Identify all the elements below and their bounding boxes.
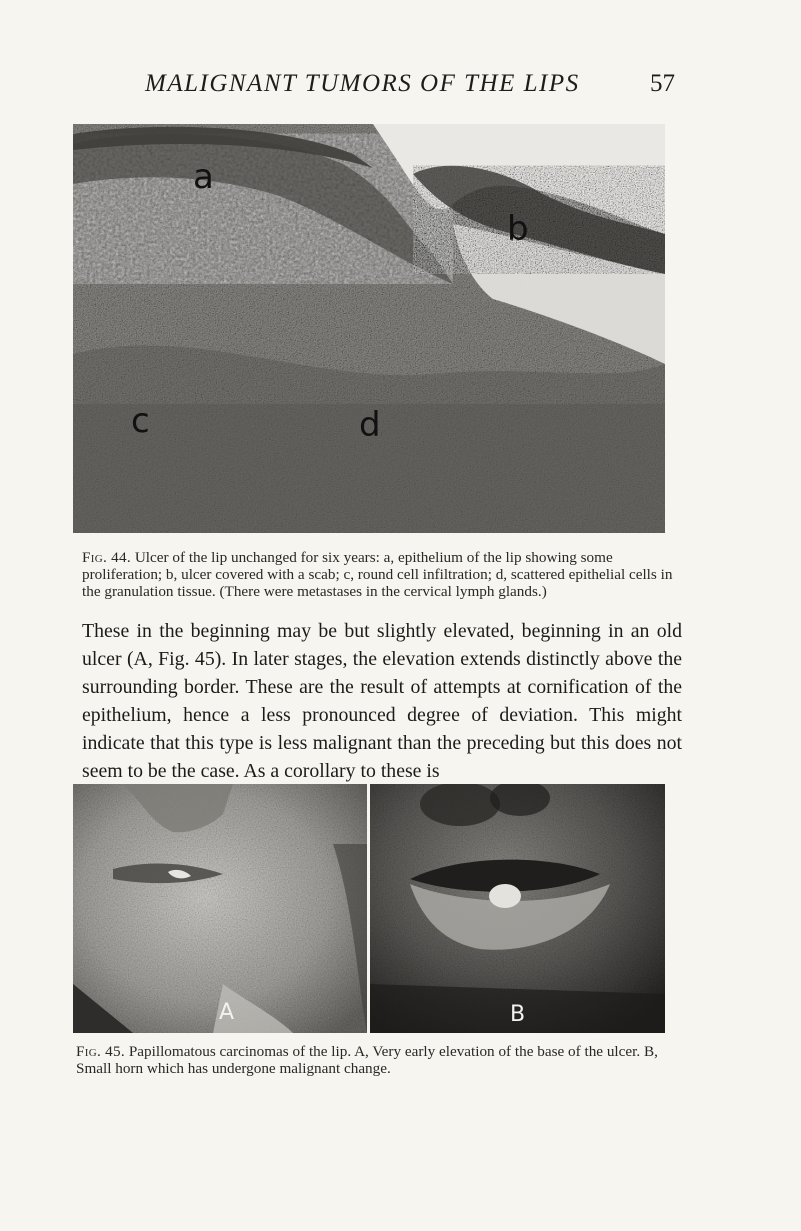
micrograph-label-d: d bbox=[359, 405, 381, 445]
figure-44-caption-label: Fig. 44. bbox=[82, 549, 132, 566]
photo-a bbox=[73, 784, 367, 1033]
micrograph-image bbox=[73, 124, 665, 533]
page-number: 57 bbox=[650, 70, 675, 97]
figure-44-micrograph bbox=[73, 124, 665, 533]
figure-45-photos bbox=[73, 784, 665, 1033]
photo-b bbox=[370, 784, 665, 1033]
body-paragraph bbox=[82, 617, 682, 785]
figure-44-caption bbox=[82, 549, 682, 600]
micrograph-label-b: b bbox=[507, 209, 529, 249]
body-paragraph-text: These in the beginning may be but slightly elevated, beginning in an old ulcer (A, Fig. 45). In later stages, the elevation extends distinctly above the surrounding border. These are the result of attempts at cornification of the epithelium, hence a less pronounced degree of deviation. This might indicate that this type is less malignant than the preceding but this does not seem to be the case. As a corollary to these is bbox=[82, 620, 682, 782]
photo-a-image bbox=[73, 784, 367, 1033]
micrograph-label-a: a bbox=[193, 157, 214, 197]
running-title: MALIGNANT TUMORS OF THE LIPS bbox=[145, 70, 580, 97]
figure-45-caption-text: Papillomatous carcinomas of the lip. A, Very early elevation of the base of the ulcer. B, Small horn which has undergone malignant change. bbox=[76, 1043, 658, 1077]
photo-b-image bbox=[370, 784, 665, 1033]
figure-44-caption-text: Ulcer of the lip unchanged for six years: a, epithelium of the lip showing some proliferation; b, ulcer covered with a scab; c, round cell infiltration; d, scattered epithelial cells in the granulation tissue. (There were metastases in the cervical lymph glands.) bbox=[82, 549, 673, 600]
figure-45-caption bbox=[76, 1043, 686, 1077]
photo-a-label: A bbox=[219, 1000, 235, 1025]
photo-b-label: B bbox=[510, 1002, 526, 1027]
running-head bbox=[145, 70, 675, 106]
micrograph-label-c: c bbox=[131, 401, 150, 441]
figure-45-caption-label: Fig. 45. bbox=[76, 1043, 126, 1060]
